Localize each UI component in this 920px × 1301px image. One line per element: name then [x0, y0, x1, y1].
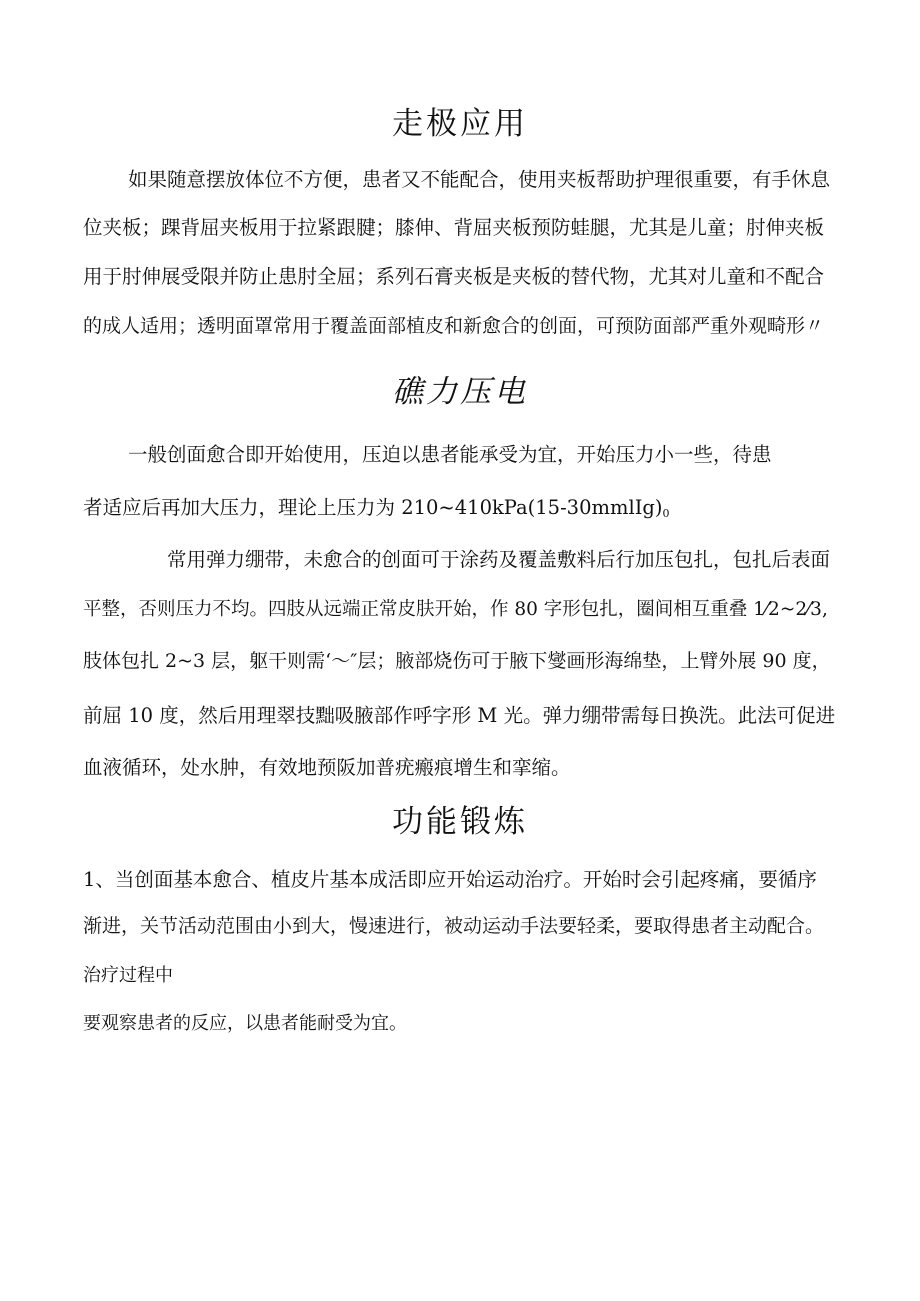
paragraph-line: 血液循环，处水肿，有效地预阪加普疣瘢痕增生和挛缩。	[83, 756, 571, 779]
paragraph-line: 治疗过程中	[83, 965, 173, 986]
section-title-exercise: 功能锻炼	[392, 804, 528, 840]
paragraph-line: 要观察患者的反应，以患者能耐受为宜。	[83, 1013, 407, 1034]
paragraph-line: 平整，否则压力不均。四肢从远端正常皮肤开始，作 80 字形包扎，圈间相互重叠 1⁄2~2⁄3,	[83, 599, 828, 620]
paragraph-line: 者适应后再加大压力，理论上压力为 $210\sim 410kPa(15-30mmlIg)_0$	[83, 496, 670, 520]
paragraph-line: 渐进，关节活动范围由小到大，慢速进行，被动运动手法要轻柔，要取得患者主动配合。	[83, 915, 825, 937]
paragraph-line: 前屈 10 度，然后用理翠技黜吸腋部作呼字形 M 光。弹力绷带需每日换洗。此法可促进	[83, 704, 836, 727]
paragraph-line: 用于肘伸展受限并防止患肘全屈；系列石膏夹板是夹板的替代物，尤其对儿童和不配合	[83, 265, 825, 288]
paragraph-line: 常用弹力绷带，未愈合的创面可于涂药及覆盖敷料后行加压包扎，包扎后表面	[167, 548, 831, 571]
paragraph-line: 肢体包扎 2~3 层，躯干则需‘～″层；腋部烧伤可于腋下燮画形海绵垫，上臂外展 90 度，	[83, 650, 831, 672]
paragraph-line: 位夹板；踝背屈夹板用于拉紧跟腱；膝伸、背屈夹板预防蛙腿，尤其是儿童；肘伸夹板	[83, 216, 825, 239]
paragraph-line: 一般创面愈合即开始使用，压迫以患者能承受为宜，开始压力小一些，待患	[128, 443, 772, 466]
paragraph-line: 1、当创面基本愈合、植皮片基本成活即应开始运动治疗。开始时会引起疼痛，要循序	[83, 868, 817, 891]
paragraph-line: 的成人适用；透明面罩常用于覆盖面部植皮和新愈合的创面，可预防面部严重外观畸形〃	[83, 315, 825, 337]
section-title-pressure: 礁力压电	[392, 374, 528, 410]
section-title-splint: 走极应用	[392, 106, 528, 142]
paragraph-line: 如果随意摆放体位不方便，患者又不能配合，使用夹板帮助护理很重要，有手休息	[128, 168, 831, 191]
subscript-mark: 0	[662, 507, 670, 520]
